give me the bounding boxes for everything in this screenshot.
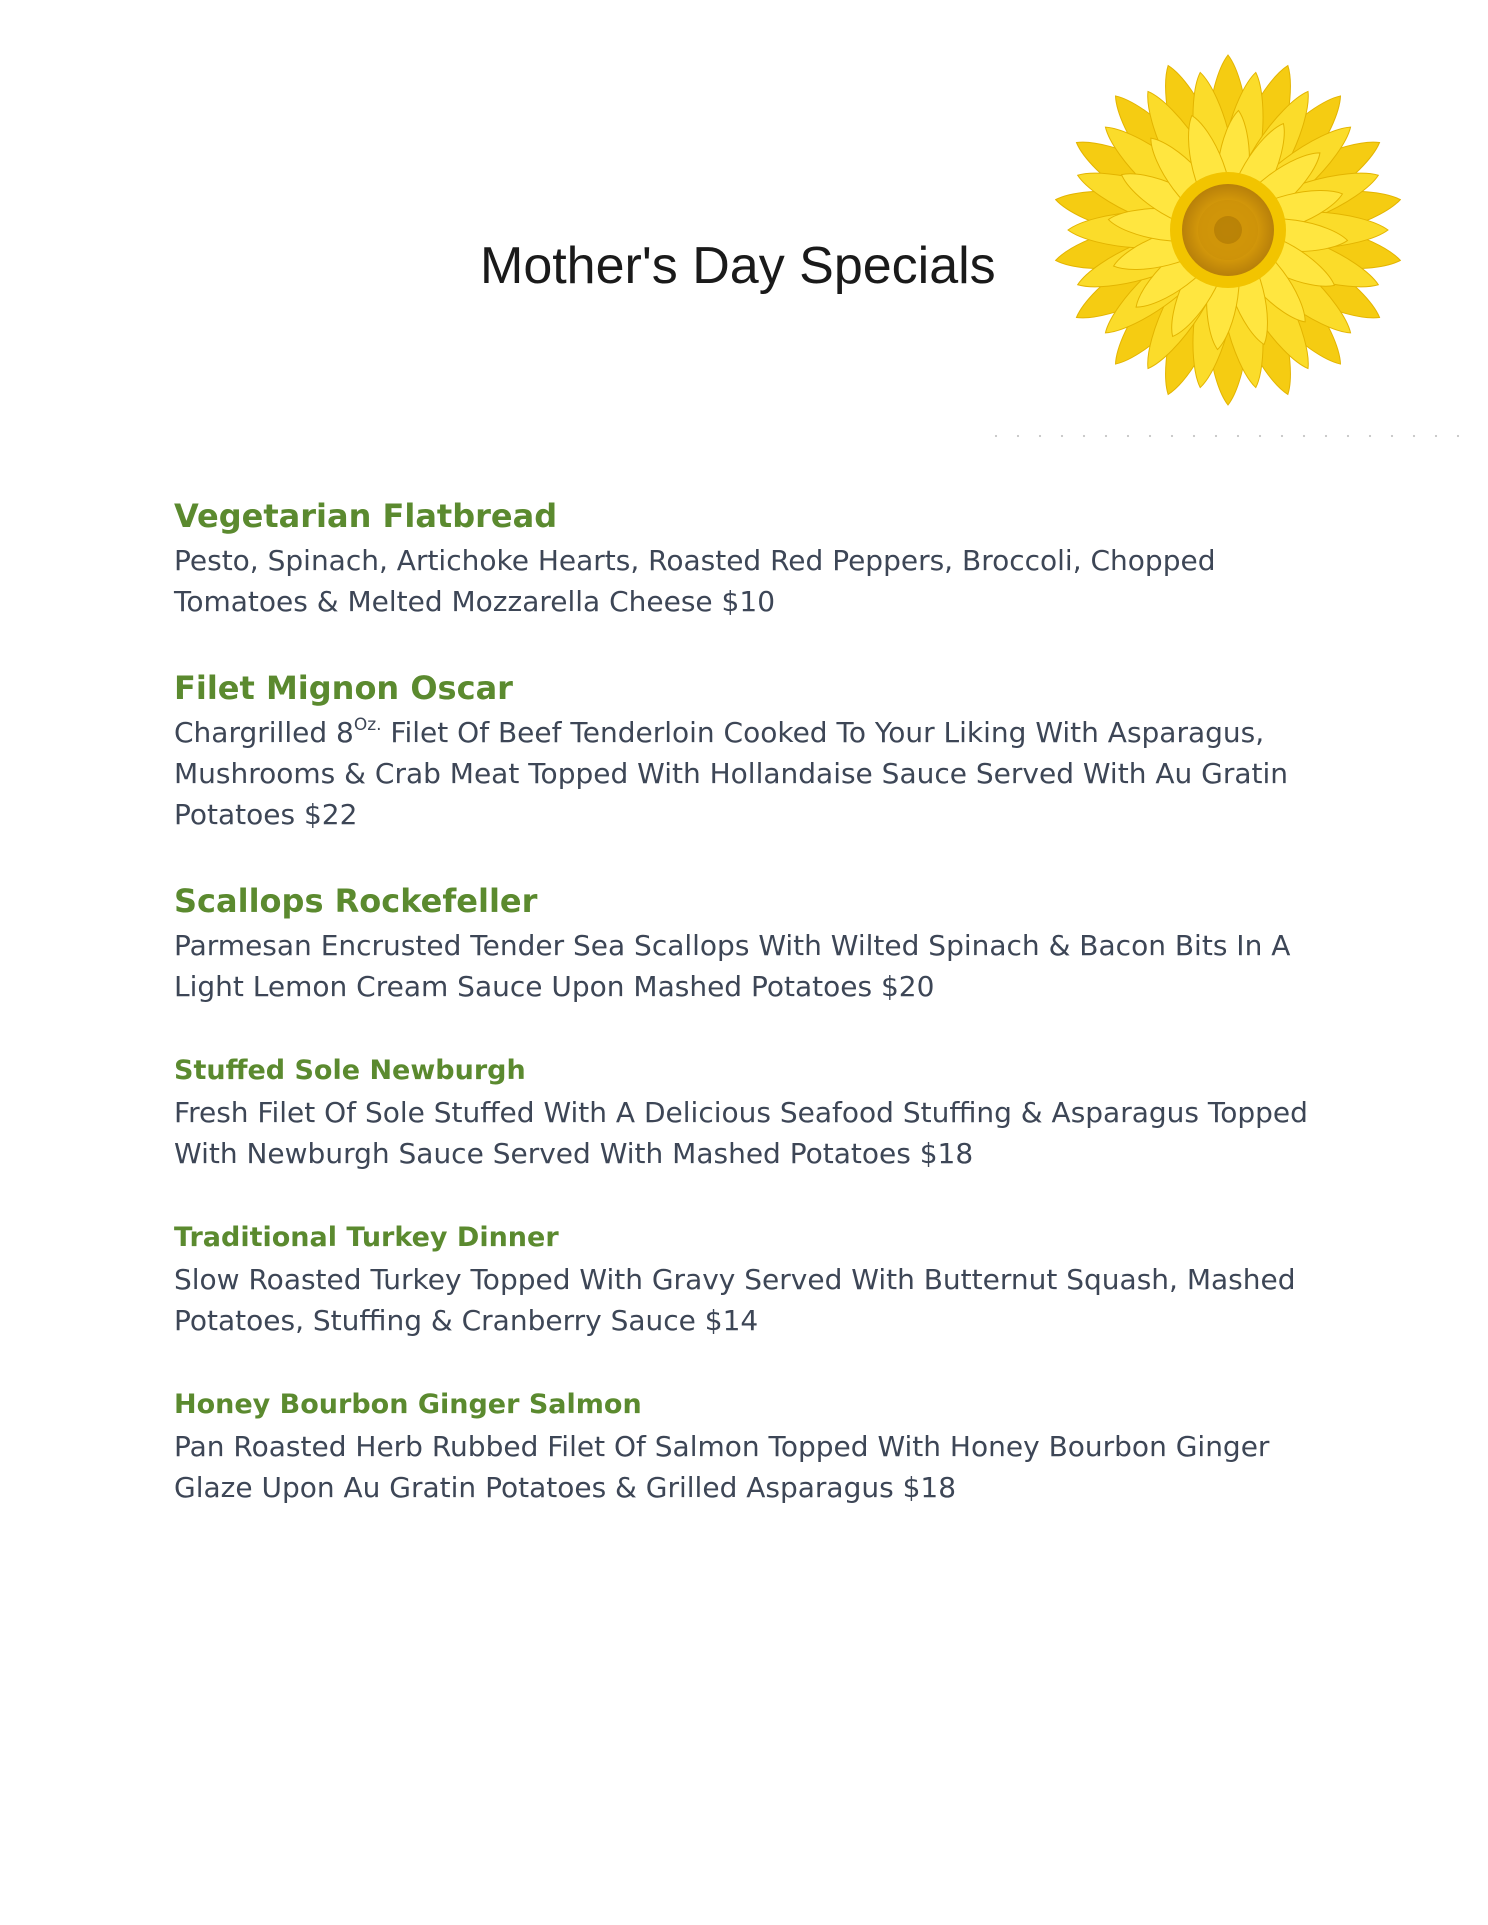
- item-name: Honey Bourbon Ginger Salmon: [174, 1389, 642, 1421]
- menu-item-stuffed-sole-newburgh: [174, 1053, 1334, 1174]
- menu-item-vegetarian-flatbread: [174, 496, 1334, 622]
- item-description: Fresh Filet Of Sole Stuffed With A Delicious Seafood Stuffing & Asparagus Topped With Newburgh Sauce Served With Mashed Potatoes $18: [174, 1096, 1308, 1171]
- page-title: Mother's Day Specials: [480, 237, 996, 295]
- item-name: Filet Mignon Oscar: [174, 669, 513, 707]
- item-description-superscript: Oz.: [353, 715, 382, 735]
- item-name: Stuffed Sole Newburgh: [174, 1055, 526, 1086]
- dotted-divider: [985, 434, 1475, 438]
- menu-item-filet-mignon-oscar: [174, 668, 1334, 835]
- menu-item-scallops-rockefeller: [174, 881, 1334, 1007]
- item-description: Pesto, Spinach, Artichoke Hearts, Roasted Red Peppers, Broccoli, Chopped Tomatoes & Melted Mozzarella Cheese $10: [174, 544, 1216, 618]
- item-name: Vegetarian Flatbread: [174, 497, 558, 535]
- item-description: Slow Roasted Turkey Topped With Gravy Served With Butternut Squash, Mashed Potatoes, Stuffing & Cranberry Sauce $14: [174, 1263, 1296, 1338]
- item-name: Scallops Rockefeller: [174, 882, 538, 920]
- yellow-daisy-icon: [1000, 40, 1460, 410]
- item-description: Pan Roasted Herb Rubbed Filet Of Salmon Topped With Honey Bourbon Ginger Glaze Upon Au Gratin Potatoes & Grilled Asparagus $18: [174, 1430, 1270, 1505]
- item-description: Parmesan Encrusted Tender Sea Scallops With Wilted Spinach & Bacon Bits In A Light Lemon Cream Sauce Upon Mashed Potatoes $20: [174, 929, 1291, 1003]
- item-description-rest: Filet Of Beef Tenderloin Cooked To Your Liking With Asparagus, Mushrooms & Crab Meat Topped With Hollandaise Sauce Served With Au Gratin Potatoes $22: [174, 716, 1289, 831]
- item-description-prefix: Chargrilled 8: [174, 716, 354, 749]
- menu-item-traditional-turkey-dinner: [174, 1220, 1334, 1341]
- menu-item-honey-bourbon-ginger-salmon: [174, 1387, 1334, 1508]
- item-name: Traditional Turkey Dinner: [174, 1222, 559, 1254]
- menu-list: [174, 496, 1334, 1554]
- item-description: [174, 712, 1334, 835]
